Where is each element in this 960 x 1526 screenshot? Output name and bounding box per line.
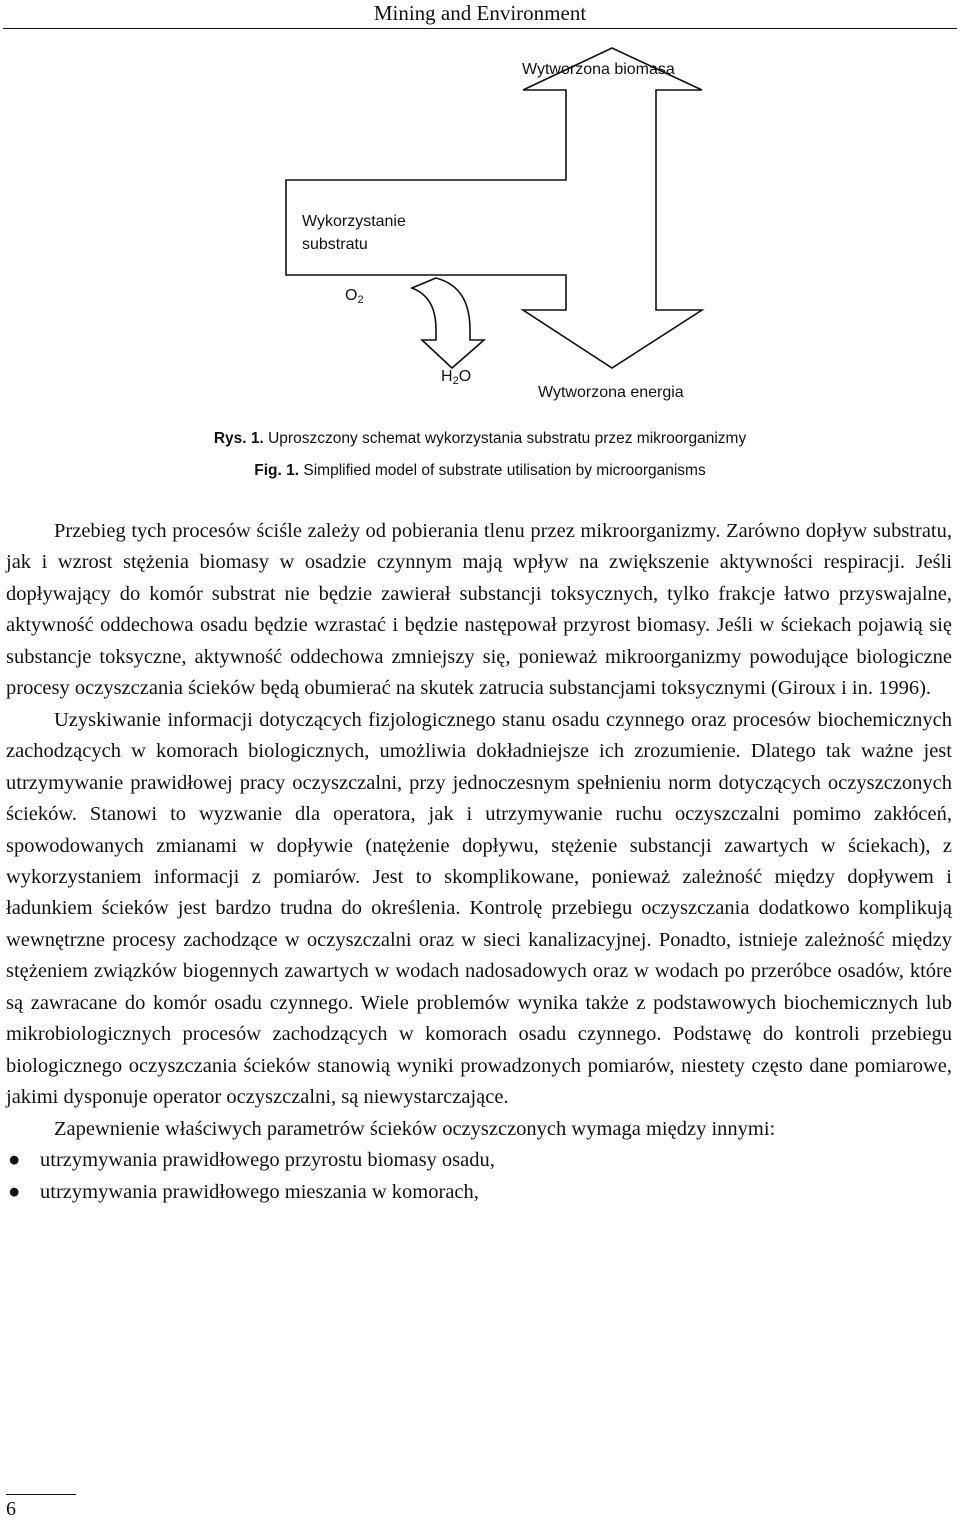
list-item (6, 1177, 952, 1208)
substrate-utilisation-diagram (0, 40, 960, 420)
list-item (6, 1145, 952, 1176)
curved-arrow-h2o (412, 278, 484, 368)
header-rule (3, 28, 957, 29)
label-water: H2O (441, 368, 472, 387)
bullet-icon: ● (8, 1180, 21, 1203)
page-header (0, 0, 960, 28)
paragraph: Zapewnienie właściwych parametrów ścieków oczyszczonych wymaga między innymi: (54, 1117, 776, 1140)
caption-en-text: Simplified model of substrate utilisation by microorganisms (303, 462, 706, 479)
journal-title: Mining and Environment (373, 1, 587, 25)
bullet-list (6, 1145, 952, 1208)
label-produced-biomass: Wytworzona biomasa (522, 61, 675, 78)
list-item-text: utrzymywania prawidłowego przyrostu biomasy osadu, (40, 1149, 495, 1172)
label-produced-energy: Wytworzona energia (538, 384, 684, 401)
body-text (6, 516, 952, 1208)
label-oxygen: O2 (345, 287, 364, 306)
paragraph: Przebieg tych procesów ściśle zależy od pobierania tlenu przez mikroorganizmy. Zarówno dopływ substratu, jak i wzrost stężenia biomasy w osadzie czynnym mają wpływ na zwiększenie aktywności respiracji. Jeśli dopływający do komór substrat nie będzie zawierał substancji toksycznych, tylko frakcje łatwo przyswajalne, aktywność oddechowa osadu będzie wzrastać i będzie następował przyrost biomasy. Jeśli w ściekach pojawią się substancje toksyczne, aktywność oddechowa zmniejszy się, ponieważ mikroorganizmy powodujące biologiczne procesy oczyszczania ścieków będą obumierać na skutek zatrucia substancjami toksycznymi (Giroux i in. 1996). (6, 520, 952, 700)
flow-arrow-outline (286, 48, 702, 368)
footer-rule (6, 1494, 76, 1495)
figure-caption-english (0, 462, 960, 480)
label-substrate-utilisation-line1: Wykorzystanie (302, 213, 406, 230)
caption-pl-text: Uproszczony schemat wykorzystania substratu przez mikroorganizmy (268, 430, 747, 447)
page-number: 6 (6, 1498, 16, 1520)
figure-caption-polish (0, 430, 960, 448)
caption-pl-prefix: Rys. 1. (213, 430, 264, 447)
caption-en-prefix: Fig. 1. (254, 462, 300, 479)
paragraph: Uzyskiwanie informacji dotyczących fizjologicznego stanu osadu czynnego oraz procesów biochemicznych zachodzących w komorach biologicznych, umożliwia dokładniejsze ich zrozumienie. Dlatego tak ważne jest utrzymywanie prawidłowej pracy oczyszczalni, przy jednoczesnym spełnieniu norm dotyczących oczyszczonych ścieków. Stanowi to wyzwanie dla operatora, jak i utrzymywanie ruchu oczyszczalni pomimo zakłóceń, spowodowanych zmianami w dopływie (natężenie dopływu, stężenie substancji zawartych w ściekach), z wykorzystaniem informacji z pomiarów. Jest to skomplikowane, ponieważ zależność między dopływem i ładunkiem ścieków jest bardzo trudna do określenia. Kontrolę przebiegu oczyszczania dodatkowo komplikują wewnętrzne procesy zachodzące w oczyszczalni oraz w sieci kanalizacyjnej. Ponadto, istnieje zależność między stężeniem związków biogennych zawartych w wodach nadosadowych oraz w wodach po przeróbce osadów, które są zawracane do komór osadu czynnego. Wiele problemów wynika także z podstawowych biochemicznych lub mikrobiologicznych procesów zachodzących w komorach osadu czynnego. Podstawę do kontroli przebiegu biologicznego oczyszczania ścieków stanowią wyniki prowadzonych pomiarów, niestety często dane pomiarowe, jakimi dysponuje operator oczyszczalni, są niewystarczające. (6, 708, 952, 1109)
label-substrate-utilisation-line2: substratu (302, 236, 368, 253)
list-item-text: utrzymywania prawidłowego mieszania w komorach, (40, 1180, 479, 1203)
bullet-icon: ● (8, 1149, 21, 1172)
